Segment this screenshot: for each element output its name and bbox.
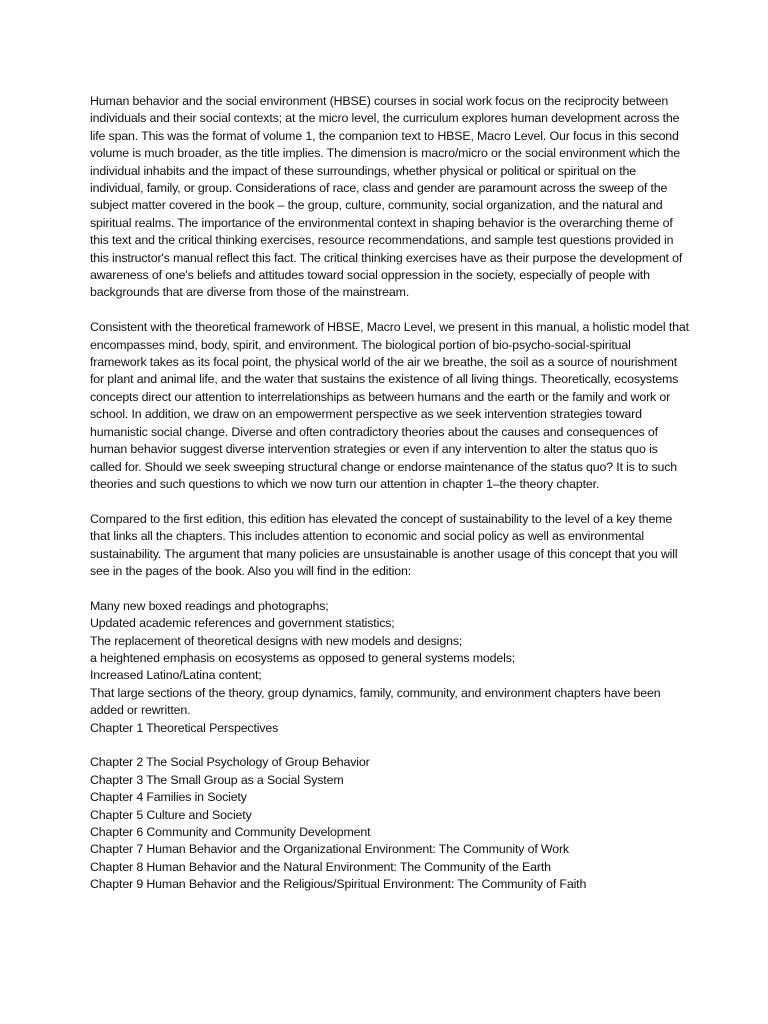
list-item: Chapter 6 Community and Community Development [90, 825, 371, 839]
list-item: Chapter 7 Human Behavior and the Organizational Environment: The Community of Work [90, 842, 569, 857]
new-features-list [90, 598, 690, 737]
list-item: Many new boxed readings and photographs; [90, 598, 329, 613]
list-item: Updated academic references and government statistics; [90, 616, 395, 631]
list-item: The replacement of theoretical designs with new models and designs; [90, 633, 463, 648]
framework-paragraph: Consistent with the theoretical framework of HBSE, Macro Level, we present in this manual, a holistic model that encompasses mind, body, spirit, and environment. The biological portion of bio-psycho-social-spiritual framework takes as its focal point, the physical world of the air we breathe, the soil as a source of nourishment for plant and animal life, and the water that sustains the existence of all living things. Theoretically, ecosystems concepts direct our attention to interrelationships as between humans and the earth or the family and work or school. In addition, we draw on an empowerment perspective as we seek intervention strategies toward humanistic social change. Diverse and often contradictory theories about the causes and consequences of human behavior suggest diverse intervention strategies or even if any intervention to alter the status quo is called for. Should we seek sweeping structural change or endorse maintenance of the status quo? It is to such theories and such questions to which we now turn our attention in chapter 1–the theory chapter. [90, 320, 689, 491]
chapter-list [90, 754, 690, 893]
spacer [90, 737, 690, 754]
list-item: Chapter 5 Culture and Society [90, 807, 252, 822]
list-item: That large sections of the theory, group dynamics, family, community, and environment chapters have been added or rewritten. [90, 685, 661, 718]
list-item: Increased Latino/Latina content; [90, 668, 262, 683]
list-item: Chapter 2 The Social Psychology of Group Behavior [90, 755, 370, 770]
edition-paragraph: Compared to the first edition, this edition has elevated the concept of sustainability to the level of a key theme that links all the chapters. This includes attention to economic and social policy as well as environmental sustainability. The argument that many policies are unsustainable is another usage of this concept that you will see in the pages of the book. Also you will find in the edition: [90, 511, 678, 578]
document-page [90, 93, 690, 894]
list-item: Chapter 9 Human Behavior and the Religious/Spiritual Environment: The Community of Faith [90, 877, 587, 892]
intro-paragraph: Human behavior and the social environment (HBSE) courses in social work focus on the reciprocity between individuals and their social contexts; at the micro level, the curriculum explores human development across the life span. This was the format of volume 1, the companion text to HBSE, Macro Level. Our focus in this second volume is much broader, as the title implies. The dimension is macro/micro or the social environment which the individual inhabits and the impact of these surroundings, whether physical or political or spiritual on the individual, family, or group. Considerations of race, class and gender are paramount across the sweep of the subject matter covered in the book – the group, culture, community, social organization, and the natural and spiritual realms. The importance of the environmental context in shaping behavior is the overarching theme of this text and the critical thinking exercises, resource recommendations, and sample test questions provided in this instructor's manual reflect this fact. The critical thinking exercises have as their purpose the development of awareness of one's beliefs and attitudes toward social oppression in the society, especially of people with backgrounds that are diverse from those of the mainstream. [90, 94, 683, 300]
list-item: Chapter 3 The Small Group as a Social System [90, 772, 344, 787]
chapter-1-item: Chapter 1 Theoretical Perspectives [90, 720, 279, 735]
list-item: Chapter 8 Human Behavior and the Natural Environment: The Community of the Earth [90, 859, 551, 874]
list-item: Chapter 4 Families in Society [90, 790, 247, 805]
list-item: a heightened emphasis on ecosystems as opposed to general systems models; [90, 650, 516, 665]
